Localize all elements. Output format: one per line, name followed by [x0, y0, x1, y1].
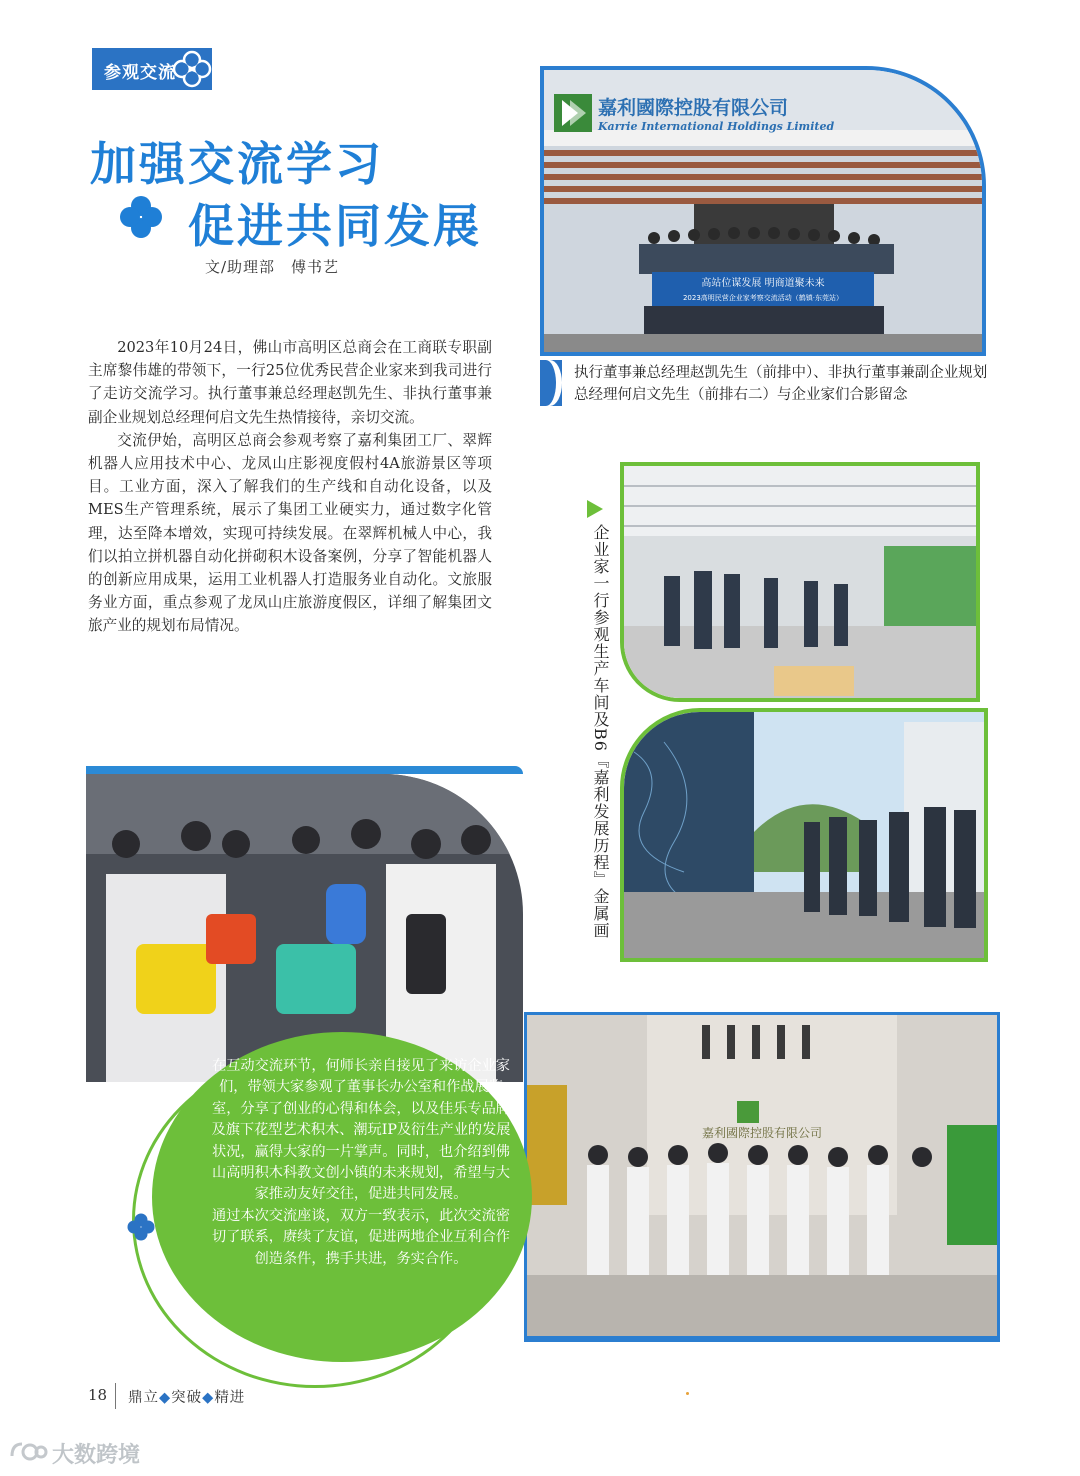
photo-lobby-group [524, 1012, 1000, 1342]
green-bubble-text [208, 1056, 514, 1270]
photo4-top-band [86, 766, 523, 774]
footer-slogan-part: 鼎立 [128, 1390, 159, 1406]
photo-outdoor-visit [620, 708, 988, 962]
play-triangle-icon [585, 498, 605, 520]
footer-slogan-part: 突破 [171, 1390, 203, 1406]
photo1-banner-line1: 高站位谋发展 明商道聚未来 [701, 278, 825, 289]
clover-icon [118, 194, 164, 240]
decorative-dot [686, 1392, 689, 1395]
photo1-banner-line2: 2023高明民营企业家考察交流活动（鹤镇·东莞站） [682, 294, 844, 302]
photo1-caption: 执行董事兼总经理赵凯先生（前排中）、非执行董事兼副企业规划总经理何启文先生（前排右二）与企业家们合影留念 [574, 365, 988, 403]
clover-icon [126, 1212, 156, 1242]
clover-icon [170, 49, 214, 89]
watermark-text: 大数跨境 [52, 1443, 141, 1468]
page-title-line2: 促进共同发展 [188, 199, 482, 253]
photo1-sign-cn: 嘉利國際控股有限公司 [598, 97, 789, 119]
byline: 文/助理部 傅书艺 [205, 258, 340, 276]
caption-accent-icon [540, 360, 562, 406]
photo5-wall-sign: 嘉利國際控股有限公司 [701, 1126, 823, 1140]
article-body [88, 336, 492, 638]
footer-divider [115, 1383, 116, 1409]
page-number: 18 [88, 1386, 108, 1404]
photo1-sign-en: Karrie International Holdings Limited [598, 120, 835, 133]
photo-factory-workshop [620, 462, 980, 702]
vertical-caption: 企业家一行参观生产车间及B6『嘉利发展历程』金属画 [591, 524, 610, 939]
photo-group-building [540, 66, 986, 356]
footer-slogan [128, 1386, 245, 1407]
footer-dot: ◆ [159, 1390, 172, 1406]
article-paragraph: 交流伊始，高明区总商会参观考察了嘉利集团工厂、翠辉机器人应用技术中心、龙凤山庄影视度假村4A旅游景区等项目。工业方面，深入了解我们的生产线和自动化设备，以及MES生产管理系统，展示了集团工业硬实力，通过数字化管理，达至降本增效，实现可持续发展。在翠辉机械人中心，我们以拍立拼机器自动化拼砌积木设备案例，分享了智能机器人的创新应用成果，运用工业机器人打造服务业自动化。文旅服务业方面，重点参观了龙凤山庄旅游度假区，详细了解集团文旅产业的规划布局情况。 [88, 431, 492, 635]
article-paragraph: 2023年10月24日，佛山市高明区总商会在工商联专职副主席黎伟雄的带领下，一行25位优秀民营企业家来到我司进行了走访交流学习。执行董事兼总经理赵凯先生、非执行董事兼副企业规划总经理何启文先生热情接待，亲切交流。 [88, 339, 492, 426]
page-title-line1: 加强交流学习 [90, 137, 384, 191]
section-tag-label: 参观交流 [104, 63, 176, 83]
footer-dot: ◆ [202, 1390, 215, 1406]
watermark-logo-icon [8, 1438, 48, 1466]
footer-slogan-part: 精进 [214, 1390, 246, 1406]
green-paragraph: 通过本次交流座谈，双方一致表示，此次交流密切了联系，赓续了友谊，促进两地企业互利合作创造条件，携手共进，务实合作。 [212, 1207, 510, 1267]
green-paragraph: 在互动交流环节，何师长亲自接见了来访企业家们，带领大家参观了董事长办公室和作战展览室，分享了创业的心得和体会，以及佳乐专品牌及旗下花型艺术积木、潮玩IP及衍生产业的发展状况，赢得大家的一片掌声。同时，也介绍到佛山高明积木科教文创小镇的未来规划，希望与大家推动友好交往，促进共同发展。 [211, 1058, 511, 1203]
